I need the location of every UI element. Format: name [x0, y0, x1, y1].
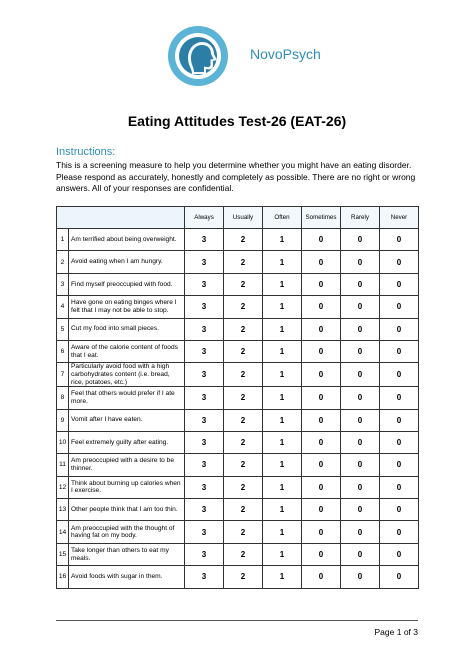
score-cell-never[interactable]: 0	[380, 499, 419, 521]
table-row	[57, 387, 419, 409]
column-header-usually: Usually	[224, 207, 263, 229]
table-header-row	[57, 207, 419, 229]
eat26-questionnaire-table	[56, 206, 419, 589]
score-cell-rarely[interactable]: 0	[341, 566, 380, 588]
score-cell-sometimes[interactable]: 0	[302, 229, 341, 251]
table-row	[57, 543, 419, 565]
score-cell-rarely[interactable]: 0	[341, 454, 380, 476]
column-header-rarely: Rarely	[341, 207, 380, 229]
score-cell-often[interactable]: 1	[263, 543, 302, 565]
score-cell-often[interactable]: 1	[263, 273, 302, 295]
score-cell-often[interactable]: 1	[263, 340, 302, 362]
score-cell-sometimes[interactable]: 0	[302, 499, 341, 521]
score-cell-often[interactable]: 1	[263, 387, 302, 409]
item-number: 12	[57, 476, 69, 498]
item-statement: Take longer than others to eat my meals.	[69, 543, 185, 565]
score-cell-usually[interactable]: 2	[224, 476, 263, 498]
score-cell-always[interactable]: 3	[185, 431, 224, 453]
score-cell-never[interactable]: 0	[380, 543, 419, 565]
table-row	[57, 566, 419, 588]
score-cell-always[interactable]: 3	[185, 318, 224, 340]
item-number: 10	[57, 431, 69, 453]
item-statement: Am preoccupied with a desire to be thinner.	[69, 454, 185, 476]
table-row	[57, 521, 419, 543]
score-cell-often[interactable]: 1	[263, 431, 302, 453]
score-cell-always[interactable]: 3	[185, 566, 224, 588]
column-header-always: Always	[185, 207, 224, 229]
score-cell-sometimes[interactable]: 0	[302, 431, 341, 453]
table-row	[57, 340, 419, 362]
score-cell-never[interactable]: 0	[380, 521, 419, 543]
table-row	[57, 229, 419, 251]
score-cell-rarely[interactable]: 0	[341, 499, 380, 521]
score-cell-usually[interactable]: 2	[224, 318, 263, 340]
score-cell-usually[interactable]: 2	[224, 499, 263, 521]
score-cell-always[interactable]: 3	[185, 499, 224, 521]
score-cell-usually[interactable]: 2	[224, 296, 263, 318]
score-cell-always[interactable]: 3	[185, 363, 224, 387]
score-cell-often[interactable]: 1	[263, 251, 302, 273]
table-row	[57, 273, 419, 295]
score-cell-rarely[interactable]: 0	[341, 251, 380, 273]
brand-name: NovoPsych	[250, 46, 321, 62]
score-cell-sometimes[interactable]: 0	[302, 566, 341, 588]
item-number: 3	[57, 273, 69, 295]
score-cell-rarely[interactable]: 0	[341, 431, 380, 453]
score-cell-never[interactable]: 0	[380, 273, 419, 295]
item-statement: Feel extremely guilty after eating.	[69, 431, 185, 453]
score-cell-always[interactable]: 3	[185, 340, 224, 362]
score-cell-always[interactable]: 3	[185, 251, 224, 273]
item-statement: Have gone on eating binges where I felt that I may not be able to stop.	[69, 296, 185, 318]
item-number: 16	[57, 566, 69, 588]
score-cell-usually[interactable]: 2	[224, 251, 263, 273]
item-number: 14	[57, 521, 69, 543]
column-header-sometimes: Sometimes	[302, 207, 341, 229]
item-statement: Avoid foods with sugar in them.	[69, 566, 185, 588]
score-cell-usually[interactable]: 2	[224, 543, 263, 565]
score-cell-usually[interactable]: 2	[224, 431, 263, 453]
table-row	[57, 454, 419, 476]
item-statement: Am terrified about being overweight.	[69, 229, 185, 251]
score-cell-usually[interactable]: 2	[224, 387, 263, 409]
score-cell-never[interactable]: 0	[380, 363, 419, 387]
table-row	[57, 296, 419, 318]
score-cell-usually[interactable]: 2	[224, 454, 263, 476]
column-header-often: Often	[263, 207, 302, 229]
score-cell-rarely[interactable]: 0	[341, 543, 380, 565]
document-title: Eating Attitudes Test-26 (EAT-26)	[127, 113, 347, 129]
header-blank-cell	[57, 207, 185, 229]
item-number: 5	[57, 318, 69, 340]
score-cell-often[interactable]: 1	[263, 229, 302, 251]
item-statement: Particularly avoid food with a high carbohydrates content (i.e. bread, rice, potatoes, etc.)	[69, 363, 185, 387]
score-cell-never[interactable]: 0	[380, 387, 419, 409]
item-number: 8	[57, 387, 69, 409]
item-statement: Aware of the calorie content of foods that I eat.	[69, 340, 185, 362]
score-cell-rarely[interactable]: 0	[341, 273, 380, 295]
score-cell-rarely[interactable]: 0	[341, 340, 380, 362]
score-cell-always[interactable]: 3	[185, 543, 224, 565]
instructions-text: This is a screening measure to help you determine whether you might have an eating disorder. Please respond as accurately, honestly and completely as possible. There are no right or wrong answers. All of your responses are confidential.	[56, 160, 416, 193]
item-statement: Other people think that I am too thin.	[69, 499, 185, 521]
score-cell-never[interactable]: 0	[380, 318, 419, 340]
score-cell-never[interactable]: 0	[380, 229, 419, 251]
table-row	[57, 363, 419, 387]
score-cell-never[interactable]: 0	[380, 566, 419, 588]
score-cell-usually[interactable]: 2	[224, 363, 263, 387]
table-row	[57, 431, 419, 453]
score-cell-never[interactable]: 0	[380, 340, 419, 362]
footer-divider	[56, 620, 418, 621]
item-number: 7	[57, 363, 69, 387]
score-cell-often[interactable]: 1	[263, 409, 302, 431]
score-cell-usually[interactable]: 2	[224, 229, 263, 251]
table-row	[57, 251, 419, 273]
score-cell-sometimes[interactable]: 0	[302, 476, 341, 498]
item-statement: Am preoccupied with the thought of having fat on my body.	[69, 521, 185, 543]
score-cell-often[interactable]: 1	[263, 521, 302, 543]
table-row	[57, 499, 419, 521]
item-statement: Avoid eating when I am hungry.	[69, 251, 185, 273]
score-cell-rarely[interactable]: 0	[341, 476, 380, 498]
novopsych-logo-icon	[166, 24, 230, 88]
score-cell-never[interactable]: 0	[380, 476, 419, 498]
score-cell-often[interactable]: 1	[263, 499, 302, 521]
item-statement: Feel that others would prefer if I ate more.	[69, 387, 185, 409]
score-cell-always[interactable]: 3	[185, 296, 224, 318]
item-number: 15	[57, 543, 69, 565]
item-number: 13	[57, 499, 69, 521]
item-number: 4	[57, 296, 69, 318]
score-cell-always[interactable]: 3	[185, 476, 224, 498]
score-cell-sometimes[interactable]: 0	[302, 454, 341, 476]
score-cell-rarely[interactable]: 0	[341, 521, 380, 543]
score-cell-always[interactable]: 3	[185, 409, 224, 431]
score-cell-always[interactable]: 3	[185, 229, 224, 251]
item-number: 9	[57, 409, 69, 431]
score-cell-never[interactable]: 0	[380, 409, 419, 431]
item-statement: Find myself preoccupied with food.	[69, 273, 185, 295]
score-cell-usually[interactable]: 2	[224, 566, 263, 588]
score-cell-never[interactable]: 0	[380, 454, 419, 476]
score-cell-usually[interactable]: 2	[224, 340, 263, 362]
score-cell-often[interactable]: 1	[263, 296, 302, 318]
column-header-never: Never	[380, 207, 419, 229]
score-cell-rarely[interactable]: 0	[341, 296, 380, 318]
score-cell-never[interactable]: 0	[380, 251, 419, 273]
instructions-heading: Instructions:	[56, 146, 116, 158]
table-row	[57, 476, 419, 498]
score-cell-always[interactable]: 3	[185, 273, 224, 295]
score-cell-rarely[interactable]: 0	[341, 363, 380, 387]
score-cell-sometimes[interactable]: 0	[302, 296, 341, 318]
item-statement: Vomit after I have eaten.	[69, 409, 185, 431]
table-row	[57, 409, 419, 431]
score-cell-always[interactable]: 3	[185, 454, 224, 476]
score-cell-sometimes[interactable]: 0	[302, 387, 341, 409]
score-cell-sometimes[interactable]: 0	[302, 521, 341, 543]
item-number: 6	[57, 340, 69, 362]
score-cell-sometimes[interactable]: 0	[302, 363, 341, 387]
item-statement: Cut my food into small pieces.	[69, 318, 185, 340]
score-cell-always[interactable]: 3	[185, 521, 224, 543]
score-cell-often[interactable]: 1	[263, 566, 302, 588]
table-row	[57, 318, 419, 340]
score-cell-usually[interactable]: 2	[224, 273, 263, 295]
score-cell-usually[interactable]: 2	[224, 521, 263, 543]
score-cell-always[interactable]: 3	[185, 387, 224, 409]
score-cell-often[interactable]: 1	[263, 454, 302, 476]
score-cell-sometimes[interactable]: 0	[302, 409, 341, 431]
score-cell-often[interactable]: 1	[263, 318, 302, 340]
score-cell-rarely[interactable]: 0	[341, 229, 380, 251]
score-cell-sometimes[interactable]: 0	[302, 543, 341, 565]
score-cell-often[interactable]: 1	[263, 363, 302, 387]
score-cell-rarely[interactable]: 0	[341, 318, 380, 340]
score-cell-never[interactable]: 0	[380, 431, 419, 453]
score-cell-rarely[interactable]: 0	[341, 387, 380, 409]
score-cell-sometimes[interactable]: 0	[302, 340, 341, 362]
score-cell-often[interactable]: 1	[263, 476, 302, 498]
page-number: Page 1 of 3	[374, 627, 418, 637]
score-cell-sometimes[interactable]: 0	[302, 251, 341, 273]
score-cell-rarely[interactable]: 0	[341, 409, 380, 431]
score-cell-usually[interactable]: 2	[224, 409, 263, 431]
item-number: 1	[57, 229, 69, 251]
score-cell-sometimes[interactable]: 0	[302, 273, 341, 295]
item-statement: Think about burning up calories when I exercise.	[69, 476, 185, 498]
item-number: 11	[57, 454, 69, 476]
score-cell-sometimes[interactable]: 0	[302, 318, 341, 340]
item-number: 2	[57, 251, 69, 273]
score-cell-never[interactable]: 0	[380, 296, 419, 318]
